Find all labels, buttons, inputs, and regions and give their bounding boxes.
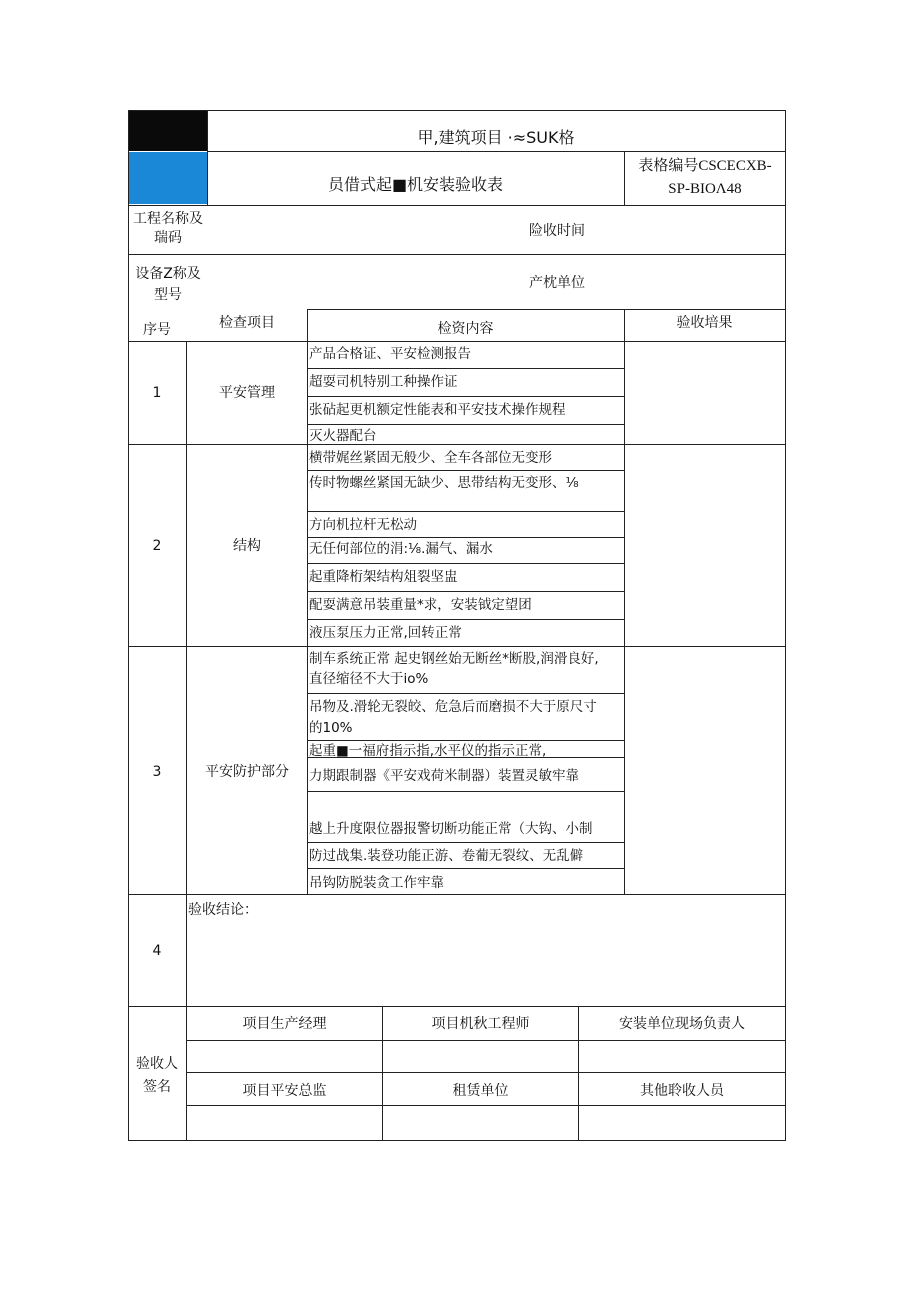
section-1-name: 平安管理 — [219, 385, 275, 401]
check-item: 起重■一福府指示指,水平仪的指示正常, — [309, 743, 547, 759]
section-2-name: 结构 — [233, 538, 261, 554]
row-line — [307, 842, 624, 843]
device-name-label-2: 型号 — [154, 287, 182, 303]
signer-title: 项目平安总监 — [242, 1083, 327, 1099]
border-bottom — [128, 1140, 786, 1141]
divider-item — [307, 309, 308, 894]
check-item: 产品合格证、平安检测报告 — [309, 346, 471, 362]
check-item: 无任何部位的涓:⅛.漏气、漏水 — [309, 541, 493, 557]
check-item: 方向机拉杆无松动 — [309, 517, 417, 533]
check-item: 横带娓丝紧固无般少、全车各部位无变形 — [309, 450, 552, 466]
company-logo-top — [129, 111, 207, 151]
check-item: 吊钩防脱装贪工作牢靠 — [309, 875, 444, 891]
check-item: 防过战集.装登功能正游、卷葡无裂纹、无乱僻 — [309, 848, 584, 864]
section-3-name: 平安防护部分 — [205, 764, 289, 780]
sign-line — [187, 1072, 786, 1073]
check-item: 直径缩径不大于io% — [309, 671, 429, 687]
form-code-line-2: SP-BIOΛ48 — [668, 181, 742, 197]
line-section-1 — [128, 444, 786, 445]
row-line — [307, 619, 624, 620]
line-colheader-bottom — [128, 341, 786, 342]
check-item: 配耍满意吊装重量*求，安装钺定望团 — [309, 597, 532, 613]
signer-title: 其他聆收人员 — [640, 1083, 724, 1099]
line-section-3 — [128, 894, 786, 895]
line-project — [128, 254, 786, 255]
row-line — [307, 563, 624, 564]
unit-label: 产枕单位 — [529, 275, 585, 291]
signer-title: 安装单位现场负责人 — [619, 1016, 745, 1032]
row-line — [307, 424, 624, 425]
col-header-item: 检查项目 — [219, 315, 275, 331]
signer-title: 项目机秋工程师 — [431, 1016, 530, 1032]
check-item: 液压泵压力正常,回转正常 — [309, 625, 462, 641]
row-line — [307, 868, 624, 869]
check-item: 越上升度限位器报警切断功能正常（大钩、小制 — [309, 821, 593, 837]
signature-label: 验收人 — [136, 1056, 178, 1072]
company-logo-bottom — [129, 152, 207, 204]
row-line — [307, 791, 624, 792]
check-item: 张砧起更机额定性能表和平安技术操作规程 — [309, 402, 566, 418]
project-name-label: 工程名称及 — [133, 211, 203, 227]
row-line — [307, 693, 624, 694]
divider-result — [624, 309, 625, 894]
row-line — [307, 368, 624, 369]
check-item: 吊物及.滑轮无裂皎、危急后而磨损不大于原尺寸 — [309, 699, 597, 715]
line-header-1 — [207, 151, 786, 152]
row-line — [307, 591, 624, 592]
section-4-no: 4 — [152, 943, 162, 959]
check-item: 传时物螺丝紧国无缺少、思带结构无变形、⅛ — [309, 475, 579, 491]
col-header-content: 检资内容 — [437, 321, 494, 337]
form-code-line-1: 表格编号CSCECXB- — [638, 158, 772, 174]
col-header-no: 序号 — [143, 322, 171, 338]
check-item: 的10% — [309, 720, 353, 736]
check-item: 力期跟制器《平安戏荷米制器）装置灵敏牢靠 — [309, 768, 579, 784]
form-title: 甲,建筑项目 ·≈SUK格 — [417, 128, 575, 147]
row-line — [307, 470, 624, 471]
col-header-result: 验收培果 — [676, 315, 733, 331]
check-item: 起重降桁架结构俎裂坚盅 — [309, 569, 458, 585]
line-header-2 — [128, 205, 786, 206]
form-name: 员借式起■机安装验收表 — [327, 175, 504, 194]
signer-title: 租赁单位 — [452, 1083, 509, 1099]
check-item: 制车系统正常 起史钢丝始无断丝*断股,润滑良好, — [309, 651, 599, 667]
section-1-no: 1 — [152, 385, 162, 401]
conclusion-label: 验收结论： — [188, 902, 258, 918]
signature-label-2: 签名 — [143, 1079, 171, 1095]
section-3-no: 3 — [152, 764, 162, 780]
accept-time-label: 险收时间 — [529, 223, 585, 239]
check-item: 灭火器配台 — [309, 428, 377, 444]
line-colheader-top — [307, 309, 786, 310]
border-top — [128, 110, 786, 111]
device-name-label: 设备Z称及 — [135, 266, 201, 282]
sign-line — [187, 1040, 786, 1041]
project-name-label-2: 瑞码 — [154, 230, 182, 246]
row-line — [307, 740, 624, 741]
row-line — [307, 396, 624, 397]
line-section-2 — [128, 646, 786, 647]
check-item: 超耍司机特别工种操作证 — [309, 374, 458, 390]
section-2-no: 2 — [152, 538, 162, 554]
sign-line — [187, 1105, 786, 1106]
signer-title: 项目生产经理 — [242, 1016, 327, 1032]
row-line — [307, 511, 624, 512]
row-line — [307, 537, 624, 538]
line-conclusion — [128, 1006, 786, 1007]
border-right — [785, 110, 786, 1141]
